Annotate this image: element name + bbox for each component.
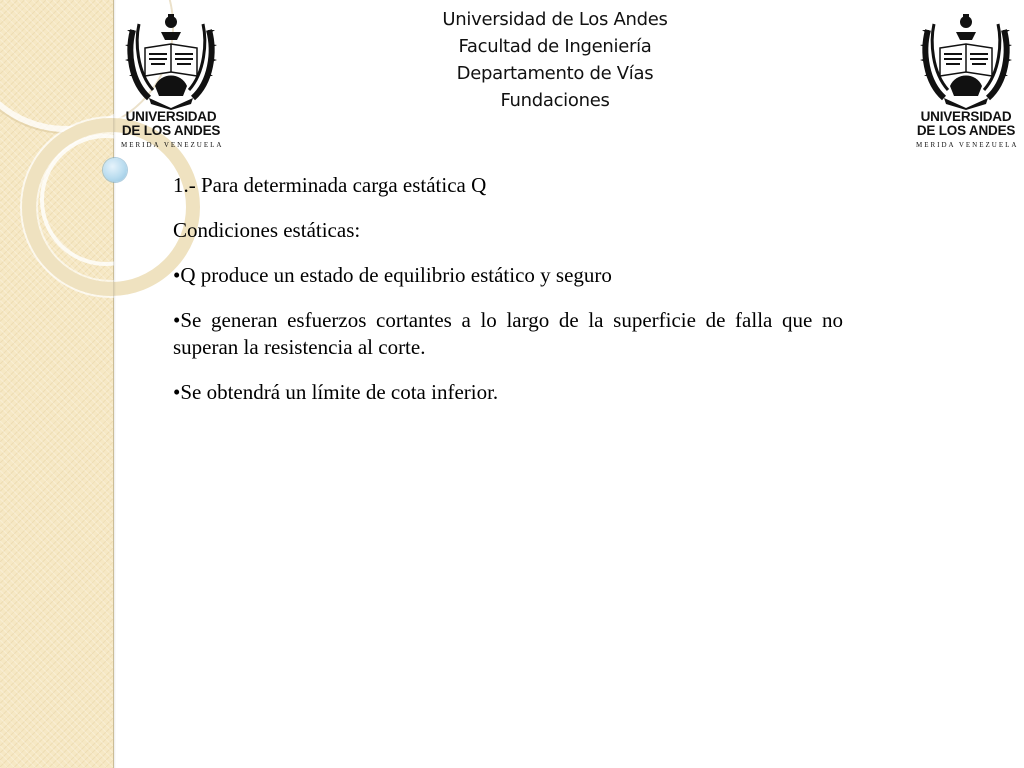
header-department: Departamento de Vías xyxy=(456,63,654,84)
slide-header xyxy=(300,6,810,114)
bullet-item: •Se generan esfuerzos cortantes a lo largo de la superficie de falla que no superan la resistencia al corte. xyxy=(173,308,843,359)
university-location: MERIDA VENEZUELA xyxy=(916,141,1019,149)
header-university: Universidad de Los Andes xyxy=(442,9,668,30)
decorative-blue-dot xyxy=(103,158,127,182)
university-logo-left xyxy=(121,12,224,149)
header-faculty: Facultad de Ingeniería xyxy=(458,36,652,57)
university-seal-icon xyxy=(125,12,217,110)
bullet-item: •Q produce un estado de equilibrio estático y seguro xyxy=(173,263,612,287)
decorative-ring-inner xyxy=(40,134,172,266)
content-heading: 1.- Para determinada carga estática Q xyxy=(173,173,487,197)
sidebar-shadow xyxy=(113,0,116,768)
university-seal-icon xyxy=(920,12,1012,110)
university-name-line1: UNIVERSIDAD xyxy=(125,109,217,124)
content-subheading: Condiciones estáticas: xyxy=(173,218,361,242)
university-name-line2: DE LOS ANDES xyxy=(121,123,221,138)
header-course: Fundaciones xyxy=(500,90,610,111)
university-name-line1: UNIVERSIDAD xyxy=(920,109,1012,124)
university-logo-right xyxy=(916,12,1019,149)
university-name-line2: DE LOS ANDES xyxy=(916,123,1016,138)
slide-content xyxy=(173,172,843,424)
university-location: MERIDA VENEZUELA xyxy=(121,141,224,149)
bullet-item: •Se obtendrá un límite de cota inferior. xyxy=(173,380,499,404)
decorative-sidebar xyxy=(0,0,114,768)
